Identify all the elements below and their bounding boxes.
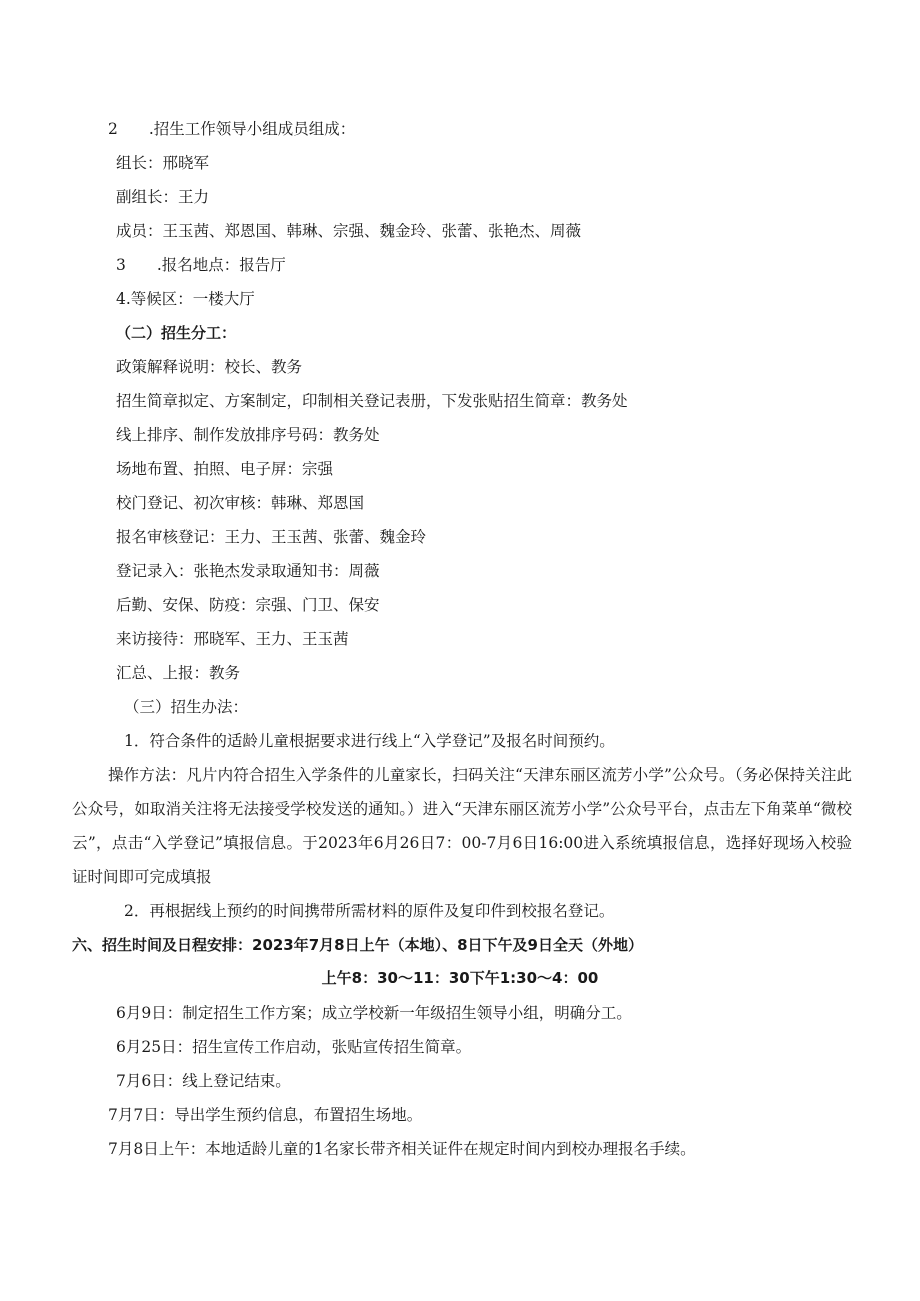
- section-6-heading: 六、招生时间及日程安排：2023年7月8日上午（本地）、8日下午及9日全天（外地）: [72, 936, 643, 954]
- task-brochure: 招生简章拟定、方案制定，印制相关登记表册，下发张贴招生简章：教务处: [116, 392, 628, 410]
- operation-method-paragraph: 操作方法：凡片内符合招生入学条件的儿童家长，扫码关注“天津东丽区流芳小学”公众号。（务必保持关注此公众号，如取消关注将无法接受学校发送的通知。）进入“天津东丽区流芳小学”公众号平台，点击左下角菜单“微校云”，点击“入学登记”填报信息。于2023年6月26日7：00-7月6日16:00进入系统填报信息，选择好现场入校验证时间即可完成填报: [72, 766, 852, 886]
- item-2-leadership-group: 2 .招生工作领导小组成员组成：: [108, 120, 356, 138]
- task-data-entry: 登记录入：张艳杰发录取通知书：周薇: [116, 562, 380, 580]
- schedule-jul-7: 7月7日：导出学生预约信息，布置招生场地。: [108, 1106, 423, 1124]
- section-2-heading: （二）招生分工：: [116, 324, 237, 342]
- task-venue: 场地布置、拍照、电子屏：宗强: [116, 460, 334, 478]
- group-leader: 组长：邢晓军: [116, 154, 210, 172]
- task-review: 报名审核登记：王力、王玉茜、张蕾、魏金玲: [116, 528, 427, 546]
- task-online-sorting: 线上排序、制作发放排序号码：教务处: [116, 426, 380, 444]
- task-policy: 政策解释说明：校长、教务: [116, 358, 303, 376]
- task-gate-check: 校门登记、初次审核：韩琳、郑恩国: [116, 494, 365, 512]
- task-reception: 来访接待：邢晓军、王力、王玉茜: [116, 630, 349, 648]
- task-summary: 汇总、上报：教务: [116, 664, 241, 682]
- item-3-registration-location: 3 .报名地点：报告厅: [116, 256, 286, 274]
- schedule-jul-6: 7月6日：线上登记结束。: [116, 1072, 291, 1090]
- schedule-hours: 上午8：30〜11：30下午1:30〜4：00: [321, 969, 599, 987]
- section-3-heading: （三）招生办法：: [124, 698, 249, 716]
- schedule-jul-8: 7月8日上午：本地适龄儿童的1名家长带齐相关证件在规定时间内到校办理报名手续。: [108, 1140, 696, 1158]
- method-1: 1．符合条件的适龄儿童根据要求进行线上“入学登记”及报名时间预约。: [124, 732, 615, 750]
- group-members: 成员：王玉茜、郑恩国、韩琳、宗强、魏金玲、张蕾、张艳杰、周薇: [116, 222, 582, 240]
- item-4-waiting-area: 4.等候区：一楼大厅: [116, 290, 255, 308]
- schedule-jun-9: 6月9日：制定招生工作方案；成立学校新一年级招生领导小组，明确分工。: [116, 1004, 632, 1022]
- schedule-jun-25: 6月25日：招生宣传工作启动，张贴宣传招生简章。: [116, 1038, 472, 1056]
- task-logistics: 后勤、安保、防疫：宗强、门卫、保安: [116, 596, 380, 614]
- deputy-leader: 副组长：王力: [116, 188, 210, 206]
- method-2: 2．再根据线上预约的时间携带所需材料的原件及复印件到校报名登记。: [124, 902, 615, 920]
